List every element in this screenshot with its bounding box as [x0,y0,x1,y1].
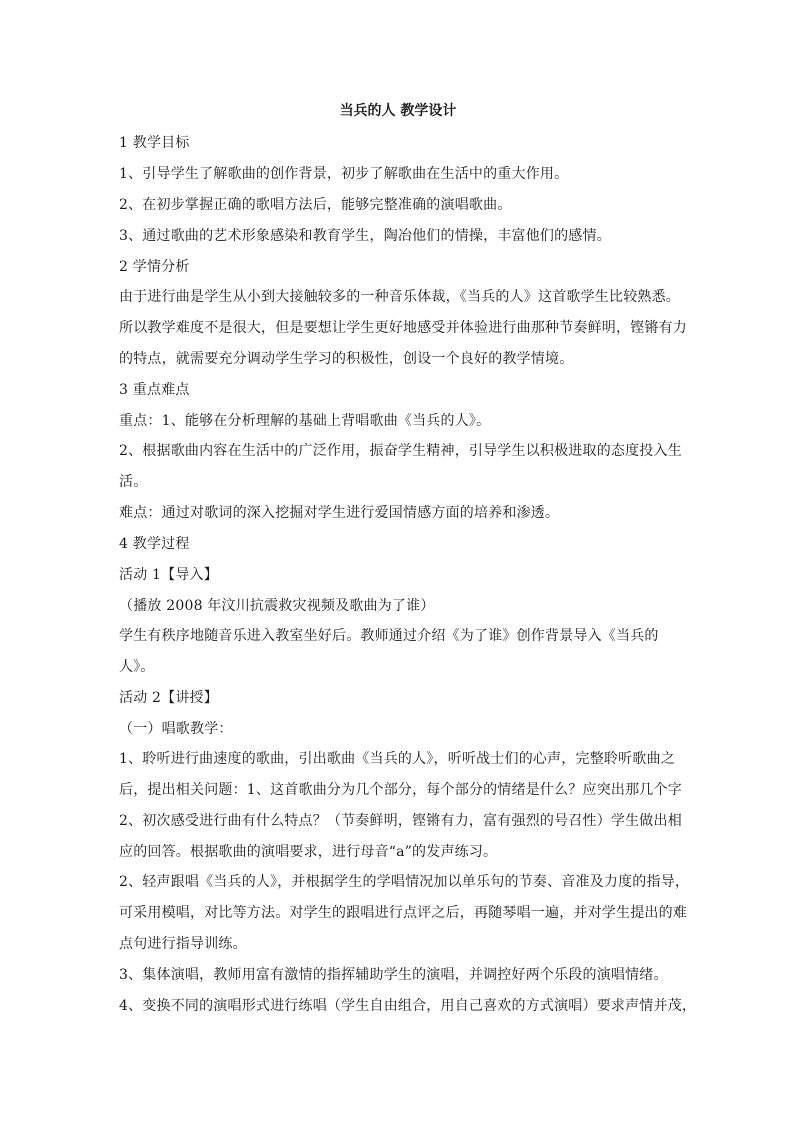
activity-2-paragraph-3: 3、集体演唱，教师用富有激情的指挥辅助学生的演唱，并调控好两个乐段的演唱情绪。 [119,967,668,983]
paragraph-line: 学生有秩序地随音乐进入教室坐好后。教师通过介绍《为了谁》创作背景导入《当兵的 [119,628,659,644]
activity-1-note: （播放 2008 年汶川抗震救灾视频及歌曲为了谁） [119,598,435,614]
objective-item: 1、引导学生了解歌曲的创作背景，初步了解歌曲在生活中的重大作用。 [119,166,569,182]
paragraph-line: 应的回答。根据歌曲的演唱要求，进行母音“a”的发声练习。 [119,844,498,860]
paragraph-line: 人》。 [119,659,155,675]
activity-2-paragraph-2 [119,867,690,960]
objective-item: 2、在初步掌握正确的歌唱方法后，能够完整准确的演唱歌曲。 [119,197,512,213]
paragraph-line: 2、初次感受进行曲有什么特点？（节奏鲜明，铿锵有力，富有强烈的号召性）学生做出相 [119,813,682,829]
paragraph-line: 的特点，就需要充分调动学生学习的积极性，创设一个良好的教学情境。 [119,351,574,367]
difficulty-point: 难点：通过对歌词的深入挖掘对学生进行爱国情感方面的培养和渗透。 [119,505,560,521]
paragraph-line: 由于进行曲是学生从小到大接触较多的一种音乐体裁，《当兵的人》这首歌学生比较熟悉。 [119,289,680,305]
document-page [119,101,697,1027]
paragraph-line: 点句进行指导训练。 [119,936,247,952]
paragraph-line: 可采用模唱，对比等方法。对学生的跟唱进行点评之后，再随琴唱一遍，并对学生提出的难 [119,905,687,921]
paragraph-line: 活。 [119,474,148,490]
section-heading-analysis: 2 学情分析 [119,259,190,275]
key-point-2 [119,436,682,498]
document-title: 当兵的人 教学设计 [339,103,457,119]
paragraph-line: 后，提出相关问题：1、这首歌曲分为几个部分，每个部分的情绪是什么？应突出那几个字 [119,782,682,798]
paragraph-line: 2、轻声跟唱《当兵的人》，并根据学生的学唱情况加以单乐句的节奏、音准及力度的指导， [119,874,690,890]
analysis-paragraph [119,282,687,375]
activity-2-heading: 活动 2【讲授】 [119,690,218,706]
key-point-1: 重点：1、能够在分析理解的基础上背唱歌曲《当兵的人》。 [119,413,491,429]
section-heading-objectives: 1 教学目标 [119,135,190,151]
paragraph-line: 所以教学难度不是很大，但是要想让学生更好地感受并体验进行曲那种节奏鲜明，铿锵有力 [119,320,687,336]
activity-1-heading: 活动 1【导入】 [119,567,218,583]
section-heading-key-points: 3 重点难点 [119,382,190,398]
paragraph-line: 1、聆听进行曲速度的歌曲，引出歌曲《当兵的人》，听听战士们的心声，完整聆听歌曲之 [119,751,675,767]
paragraph-line: 2、根据歌曲内容在生活中的广泛作用，振奋学生精神，引导学生以积极进取的态度投入生 [119,443,682,459]
section-heading-process: 4 教学过程 [119,536,190,552]
activity-1-paragraph [119,621,677,683]
activity-2-paragraph-4: 4、变换不同的演唱形式进行练唱（学生自由组合，用自己喜欢的方式演唱）要求声情并茂， [119,998,697,1014]
objective-item: 3、通过歌曲的艺术形象感染和教育学生，陶冶他们的情操，丰富他们的感情。 [119,228,611,244]
activity-2-subheading: （一）唱歌教学： [119,721,233,737]
activity-2-paragraph-1 [119,744,682,868]
